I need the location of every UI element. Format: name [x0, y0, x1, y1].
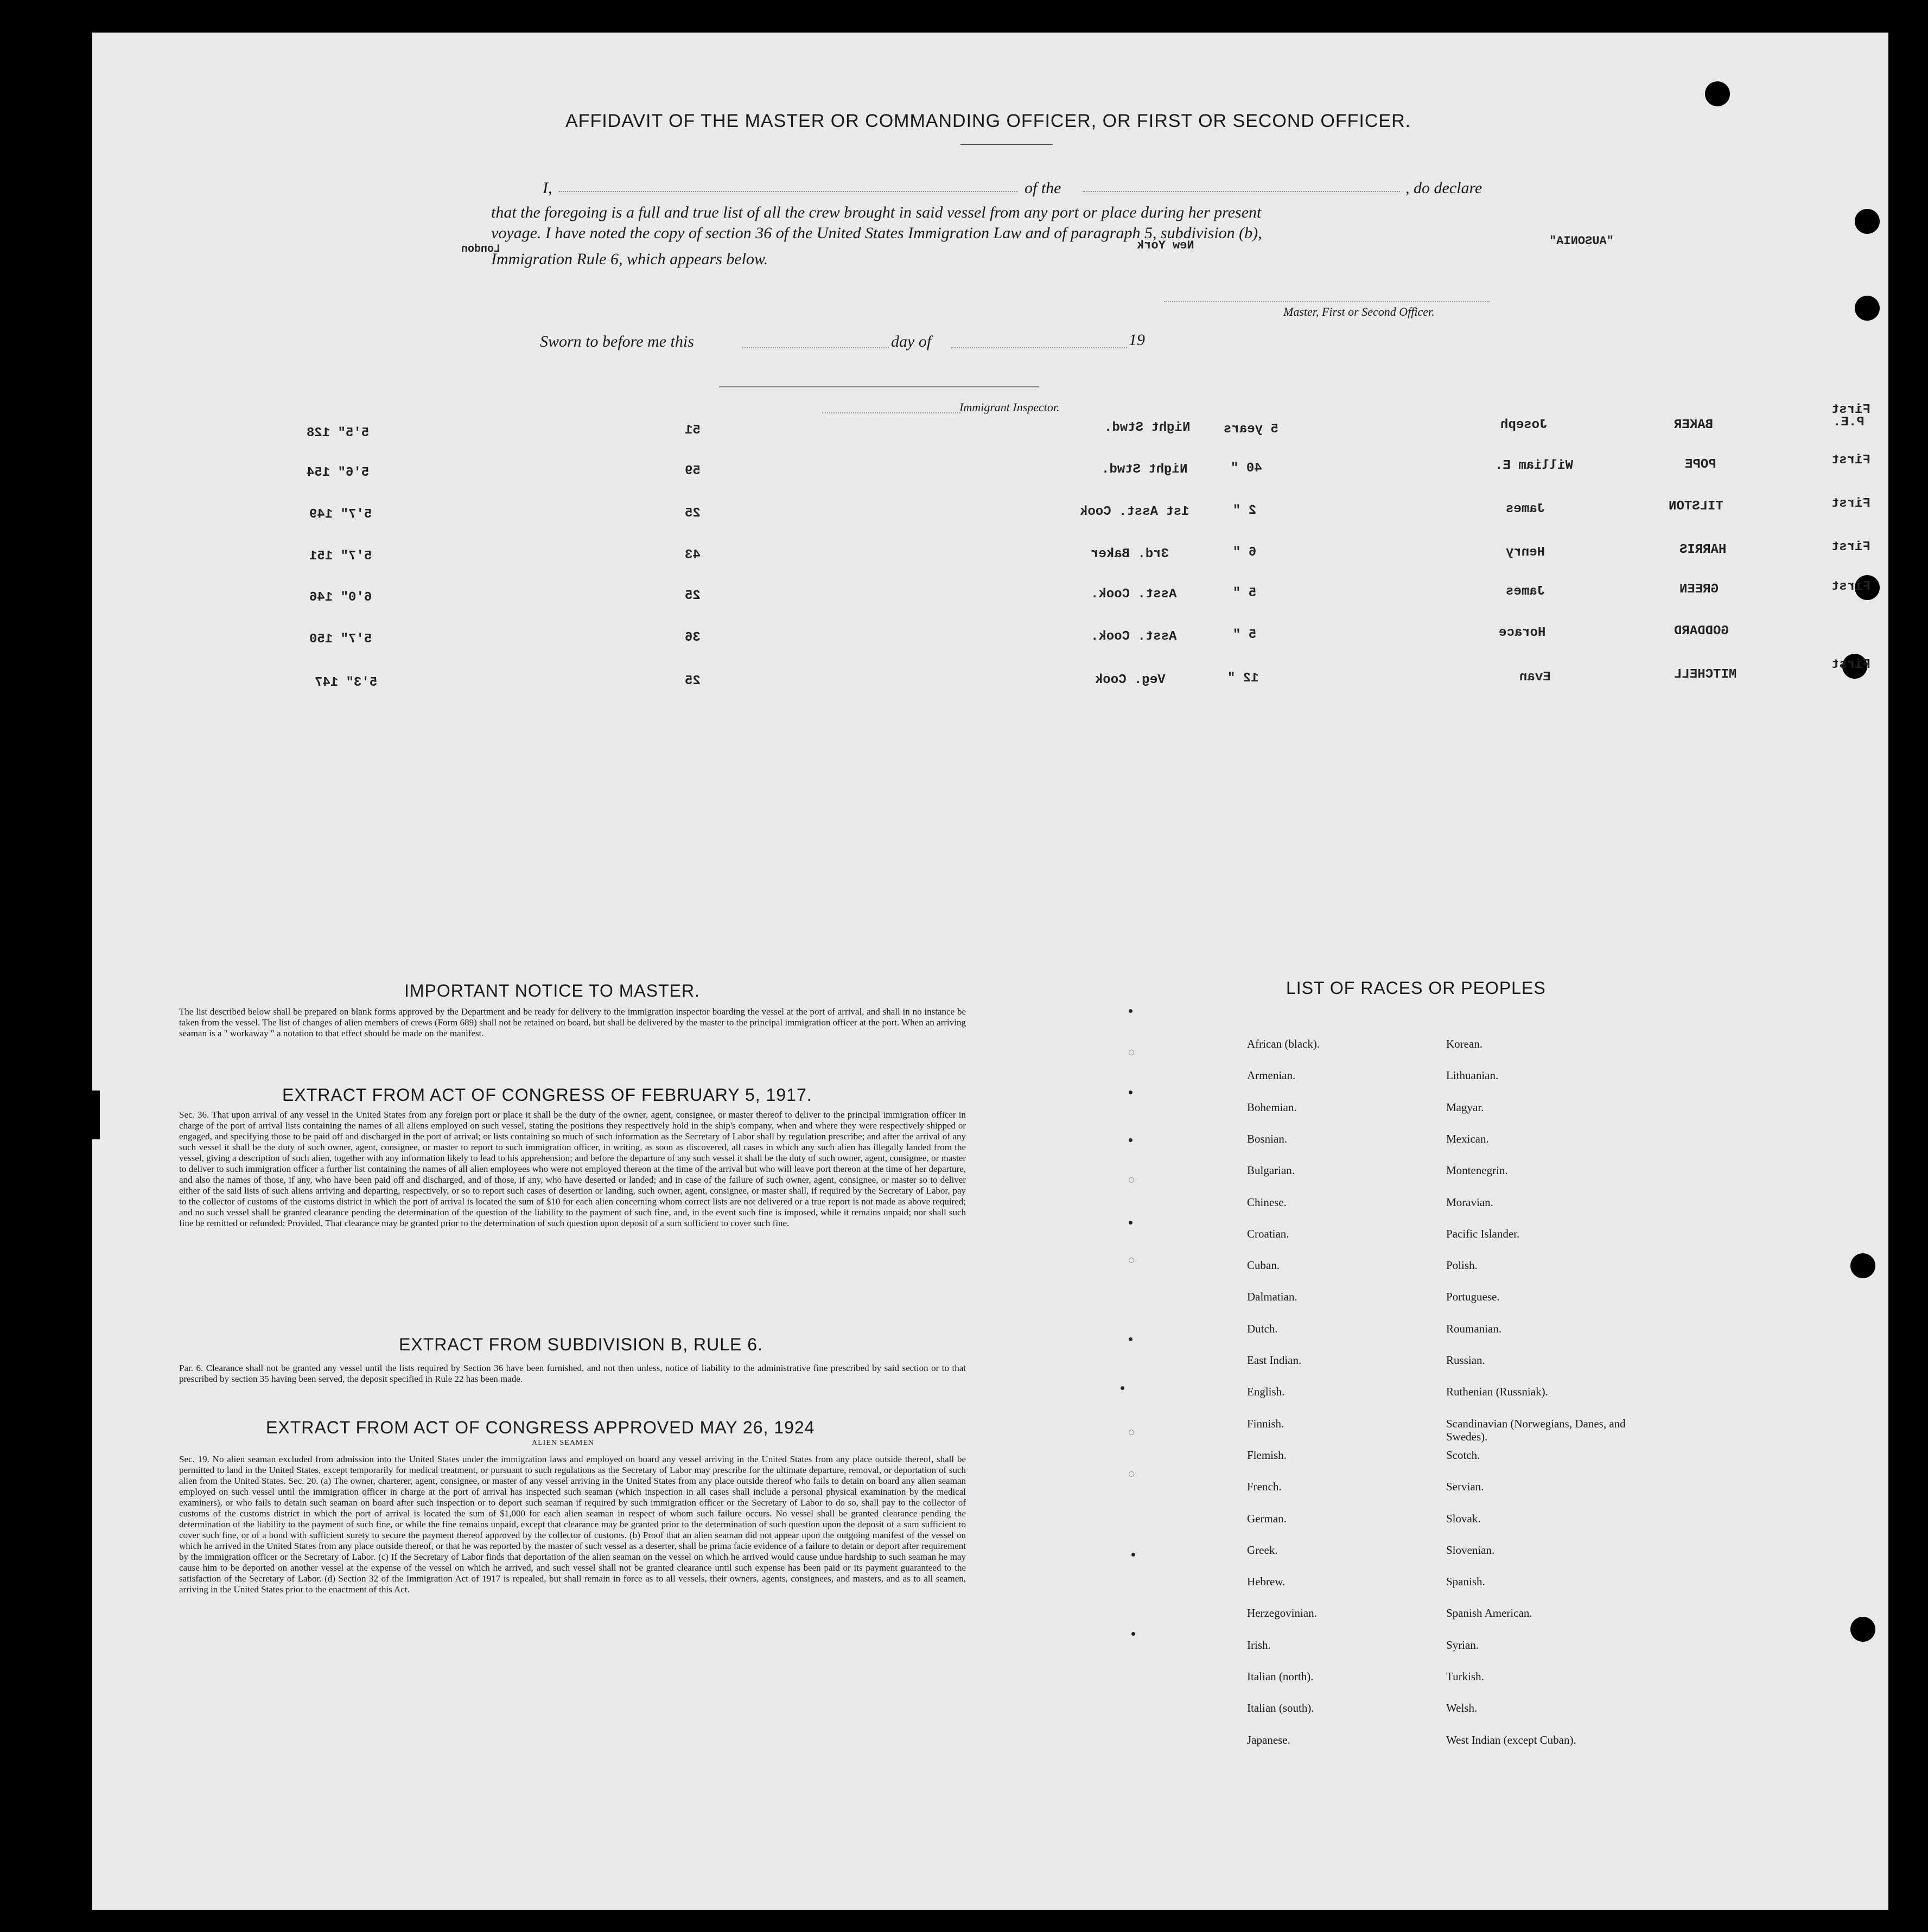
inspector-field[interactable]: [822, 412, 960, 413]
crew-surname: MITCHELL: [1674, 667, 1737, 682]
crew-age: 43: [685, 548, 701, 563]
form-marker: [1131, 1632, 1135, 1636]
race-item: Finnish.: [1247, 1417, 1284, 1430]
vessel-name-field[interactable]: [1083, 191, 1400, 192]
crew-surname: GREEN: [1679, 582, 1719, 597]
crew-surname: BAKER: [1674, 418, 1714, 432]
race-item: African (black).: [1247, 1037, 1320, 1050]
race-item: Dutch.: [1247, 1322, 1278, 1335]
form-marker: [1121, 1386, 1124, 1390]
affidavit-of-the: of the: [1025, 179, 1061, 197]
form-marker: [1129, 1471, 1134, 1477]
race-item: Montenegrin.: [1446, 1164, 1508, 1177]
crew-height-weight: 5'7" 149: [309, 507, 372, 522]
race-item: Dalmatian.: [1247, 1290, 1297, 1304]
crew-given: Henry: [1506, 545, 1545, 560]
affidavit-line3: voyage. I have noted the copy of section 36 of the United States Immigration Law and of paragraph 5, subdivision (b),: [491, 224, 1262, 242]
crew-position: 1st Asst. Cook: [1080, 505, 1189, 519]
race-item: Scandinavian (Norwegians, Danes, and Swedes).: [1446, 1417, 1626, 1443]
race-item: Slovak.: [1446, 1512, 1481, 1525]
crew-age: 25: [685, 506, 701, 521]
crew-given: James: [1506, 584, 1545, 599]
race-item: Scotch.: [1446, 1448, 1480, 1462]
race-item: Lithuanian.: [1446, 1069, 1499, 1082]
race-item: Irish.: [1247, 1638, 1271, 1652]
form-marker: [1129, 1009, 1132, 1013]
race-item: Greek.: [1247, 1543, 1278, 1557]
crew-class: First: [1831, 403, 1871, 417]
race-item: Croatian.: [1247, 1227, 1289, 1240]
punch-hole: [1855, 209, 1880, 234]
signature-field[interactable]: [1164, 301, 1490, 302]
race-item: Spanish American.: [1446, 1606, 1532, 1620]
crew-surname: POPE: [1685, 457, 1716, 472]
crew-years: 5 ": [1233, 586, 1257, 601]
crew-given: James: [1506, 502, 1545, 517]
punch-hole: [1850, 1253, 1875, 1278]
race-item: Moravian.: [1446, 1195, 1493, 1209]
notice-title: IMPORTANT NOTICE TO MASTER.: [404, 981, 700, 1000]
extract-rule6-title: EXTRACT FROM SUBDIVISION B, RULE 6.: [399, 1335, 763, 1354]
crew-class: First: [1831, 579, 1871, 594]
crew-class: First: [1831, 453, 1871, 468]
race-item: Ruthenian (Russniak).: [1446, 1385, 1548, 1399]
crew-height-weight: 5'5" 128: [307, 426, 370, 441]
page-edge-notch: [92, 1091, 100, 1139]
affidavit-i: I,: [543, 179, 552, 197]
race-item: West Indian (except Cuban).: [1446, 1733, 1576, 1746]
crew-surname: GODDARD: [1674, 624, 1729, 639]
race-item: Italian (north).: [1247, 1670, 1314, 1683]
crew-years: 12 ": [1227, 671, 1259, 686]
form-marker: [1129, 1177, 1134, 1183]
notice-body: The list described below shall be prepared on blank forms approved by the Department and be ready for delivery to the immigration inspector boarding the vessel at the port of arrival, and shall in no instance be taken from the vessel. The list of changes of alien members of crews (Form 689) shall not be retained on board, but shall be delivered by the master to the principal immigration officer at the port. When an arriving seaman is a " workaway " a notation to that effect should be made on the manifest.: [179, 1006, 966, 1038]
race-item: Korean.: [1446, 1037, 1483, 1050]
crew-years: 5 years: [1224, 422, 1278, 437]
crew-position: Veg. Cook: [1095, 673, 1166, 687]
race-item: Portuguese.: [1446, 1290, 1500, 1304]
sworn-day-field[interactable]: [742, 347, 889, 348]
crew-class: First: [1831, 658, 1871, 672]
race-item: Servian.: [1446, 1480, 1484, 1494]
crew-years: 40 ": [1231, 461, 1262, 476]
inspector-rule-top: [719, 386, 1039, 387]
race-item: Syrian.: [1446, 1638, 1479, 1652]
crew-position: 3rd. Baker: [1091, 547, 1169, 562]
race-item: English.: [1247, 1385, 1285, 1399]
crew-years: 2 ": [1233, 503, 1257, 518]
crew-class: First: [1831, 496, 1871, 511]
sworn-year: 19: [1129, 331, 1145, 349]
race-item: Roumanian.: [1446, 1322, 1502, 1335]
crew-given: Joseph: [1500, 418, 1548, 432]
race-item: Slovenian.: [1446, 1543, 1495, 1557]
race-item: Flemish.: [1247, 1448, 1287, 1462]
punch-hole: [1850, 1617, 1875, 1642]
crew-given: Evan: [1519, 670, 1551, 685]
crew-height-weight: 5'7" 151: [309, 549, 372, 564]
form-marker: [1131, 1553, 1135, 1557]
form-marker: [1129, 1221, 1132, 1225]
bleed-port-from: London: [461, 243, 501, 256]
extract-1924-subtitle: ALIEN SEAMEN: [532, 1439, 595, 1447]
inspector-label: Immigrant Inspector.: [959, 400, 1060, 414]
race-item: Italian (south).: [1247, 1701, 1314, 1715]
race-item: Bohemian.: [1247, 1100, 1297, 1114]
extract-rule6-body: Par. 6. Clearance shall not be granted any vessel until the lists required by Section 36 have been furnished, and not then unless, notice of liability to the administrative fine prescribed by said section or to that prescribed by section 35 having been served, the deposit specified in Rule 22 has been made.: [179, 1363, 966, 1384]
race-item: Polish.: [1446, 1259, 1478, 1272]
race-item: German.: [1247, 1512, 1287, 1525]
form-marker: [1129, 1430, 1134, 1435]
form-marker: [1129, 1337, 1132, 1341]
crew-surname: HARRIS: [1679, 543, 1727, 557]
crew-height-weight: 5'6" 154: [307, 466, 370, 480]
bleed-port-to: New York: [1137, 239, 1194, 252]
race-item: Magyar.: [1446, 1100, 1484, 1114]
sworn-month-field[interactable]: [951, 347, 1127, 348]
crew-position: Night Stwd.: [1102, 462, 1188, 477]
punch-hole: [1705, 81, 1730, 106]
affidavit-line2: that the foregoing is a full and true list of all the crew brought in said vessel from any port or place during her present: [491, 203, 1262, 221]
race-item: Bulgarian.: [1247, 1164, 1295, 1177]
race-item: Bosnian.: [1247, 1132, 1288, 1145]
race-item: Spanish.: [1446, 1575, 1485, 1589]
affidavit-declare: , do declare: [1405, 179, 1482, 197]
form-marker: [1129, 1138, 1132, 1142]
crew-height-weight: 5'7" 150: [309, 632, 372, 647]
extract-1917-body: Sec. 36. That upon arrival of any vessel in the United States from any foreign port or place it shall be the duty of the owner, agent, consignee, or master thereof to deliver to the principal immigration officer in charge of the port of arrival lists containing the names of all aliens employed on such vessel, stating the positions they respectively hold in the ship's company, when and where they were respectively shipped or engaged, and specifying those to be paid off and discharged in the port of arrival; or lists containing so much of such information as the Secretary of Labor shall by regulation prescribe; and after the arrival of any such vessel it shall be the duty of such owner, agent, consignee, or master to report to such immigration officer, in writing, as soon as discovered, all cases in which any such alien has illegally landed from the vessel, giving a description of such alien, together with any information likely to lead to his apprehension; and before the departure of any such vessel it shall be the duty of such owner, agent, consignee, or master to deliver to such immigration officer a further list containing the names of all alien employees who were not employed thereon at the time of the arrival but who will leave port thereon at the time of her departure, and also the names of those, if any, who have been paid off and discharged, and of those, if any, who have deserted or landed; and in case of the failure of such owner, agent, consignee, or master so to deliver either of the said lists of such aliens arriving and departing, respectively, or so to report such cases of desertion or landing, such owner, agent, consignee, or master shall, if required by the Secretary of Labor, pay to the collector of customs of the customs district in which the port of arrival is located the sum of $10 for each alien concerning whom correct lists are not delivered or a true report is not made as above required; and no such vessel shall be granted clearance pending the determination of the question of the liability to the payment of such fine, and, in the event such fine is imposed, while it remains unpaid; nor shall such fine be remitted or refunded: Provided, That clearance may be granted prior to the determination of such question upon deposit of a sum sufficient to cover such fine.: [179, 1110, 966, 1228]
bleed-ship: "AUSONIA": [1549, 234, 1614, 248]
race-item: Armenian.: [1247, 1069, 1296, 1082]
document-page: [92, 33, 1888, 1910]
sworn-day-of: day of: [891, 333, 932, 350]
extract-1917-title: EXTRACT FROM ACT OF CONGRESS OF FEBRUARY 5, 1917.: [282, 1085, 812, 1105]
sworn-prefix: Sworn to before me this: [540, 333, 694, 350]
race-item: Chinese.: [1247, 1195, 1287, 1209]
race-item: Turkish.: [1446, 1670, 1484, 1683]
crew-position: Night Stwd.: [1104, 420, 1191, 435]
crew-class-2: P.E.: [1833, 415, 1865, 430]
crew-age: 25: [685, 589, 701, 603]
form-marker: [1129, 1258, 1134, 1263]
punch-hole: [1855, 296, 1880, 321]
extract-1924-body: Sec. 19. No alien seaman excluded from admission into the United States under the immigration laws and employed on board any vessel arriving in the United States from any place outside thereof, shall be permitted to land in the United States, except temporarily for medical treatment, or pursuant to such regulations as the Secretary of Labor may prescribe for the ultimate departure, removal, or deportation of such alien from the United States. Sec. 20. (a) The owner, charterer, agent, consignee, or master of any vessel arriving in the United States from any place outside thereof who fails to detain on board any alien seaman employed on such vessel until the immigration officer in charge at the port of arrival has inspected such seaman (which inspection in all cases shall include a personal physical examination by the medical examiners), or who fails to detain such seaman on board after such inspection or to deport such seaman if required by such immigration officer or the Secretary of Labor to do so, shall pay to the collector of customs of the customs district in which the port of arrival is located the sum of $1,000 for each alien seaman in respect of whom such failure occurs. No vessel shall be granted clearance pending the determination of the liability to the payment of such fine, or while the fine remains unpaid, except that clearance may be granted prior to the determination of such question upon the deposit of a sum sufficient to cover such fine, or of a bond with sufficient surety to secure the payment thereof approved by the collector of customs. (b) Proof that an alien seaman did not appear upon the outgoing manifest of the vessel on which he arrived in the United States from any place outside thereof, or that he was reported by the master of such vessel as a deserter, shall be prima facie evidence of a failure to detain or deport after requirement by the immigration officer or the Secretary of Labor. (c) If the Secretary of Labor finds that deportation of the alien seaman on the vessel on which he arrived would cause undue hardship to such seaman he may cause him to be deported on another vessel at the expense of the vessel on which he arrived, and such vessel shall not be granted clearance until such expense has been paid or its payment guaranteed to the satisfaction of the Secretary of Labor. (d) Section 32 of the Immigration Act of 1917 is repealed, but shall remain in force as to all vessels, their owners, agents, consignees, and masters, and as to all seamen, arriving in the United States prior to the enactment of this Act.: [179, 1454, 966, 1595]
crew-height-weight: 6'0" 146: [309, 590, 372, 605]
race-item: Cuban.: [1247, 1259, 1280, 1272]
race-item: Herzegovinian.: [1247, 1606, 1317, 1620]
crew-age: 36: [685, 630, 701, 645]
crew-age: 59: [685, 464, 701, 479]
crew-age: 51: [685, 423, 701, 438]
affidavit-line4: Immigration Rule 6, which appears below.: [491, 250, 768, 268]
affidavit-title: AFFIDAVIT OF THE MASTER OR COMMANDING OFFICER, OR FIRST OR SECOND OFFICER.: [565, 111, 1411, 131]
crew-position: Asst. Cook.: [1091, 587, 1177, 602]
race-item: Welsh.: [1446, 1701, 1478, 1715]
crew-height-weight: 5'3" 147: [315, 675, 378, 690]
crew-position: Asst. Cook.: [1091, 629, 1177, 644]
crew-class: First: [1831, 540, 1871, 554]
race-item: Hebrew.: [1247, 1575, 1286, 1589]
race-item: Russian.: [1446, 1354, 1485, 1367]
race-item: East Indian.: [1247, 1354, 1302, 1367]
races-title: LIST OF RACES OR PEOPLES: [1286, 978, 1546, 998]
crew-years: 6 ": [1233, 545, 1257, 560]
title-rule: [960, 144, 1053, 145]
race-item: Japanese.: [1247, 1733, 1290, 1746]
crew-given: Horace: [1499, 626, 1546, 640]
signature-label: Master, First or Second Officer.: [1283, 305, 1435, 318]
form-marker: [1129, 1050, 1134, 1055]
extract-1924-title: EXTRACT FROM ACT OF CONGRESS APPROVED MAY 26, 1924: [266, 1418, 815, 1437]
form-marker: [1129, 1091, 1132, 1094]
master-name-field[interactable]: [559, 191, 1017, 192]
race-item: French.: [1247, 1480, 1282, 1494]
crew-surname: TILSTON: [1669, 499, 1723, 514]
race-item: Pacific Islander.: [1446, 1227, 1520, 1240]
race-item: Mexican.: [1446, 1132, 1489, 1145]
crew-years: 5 ": [1233, 628, 1257, 642]
crew-given: William E.: [1495, 458, 1574, 473]
crew-age: 25: [685, 674, 701, 688]
